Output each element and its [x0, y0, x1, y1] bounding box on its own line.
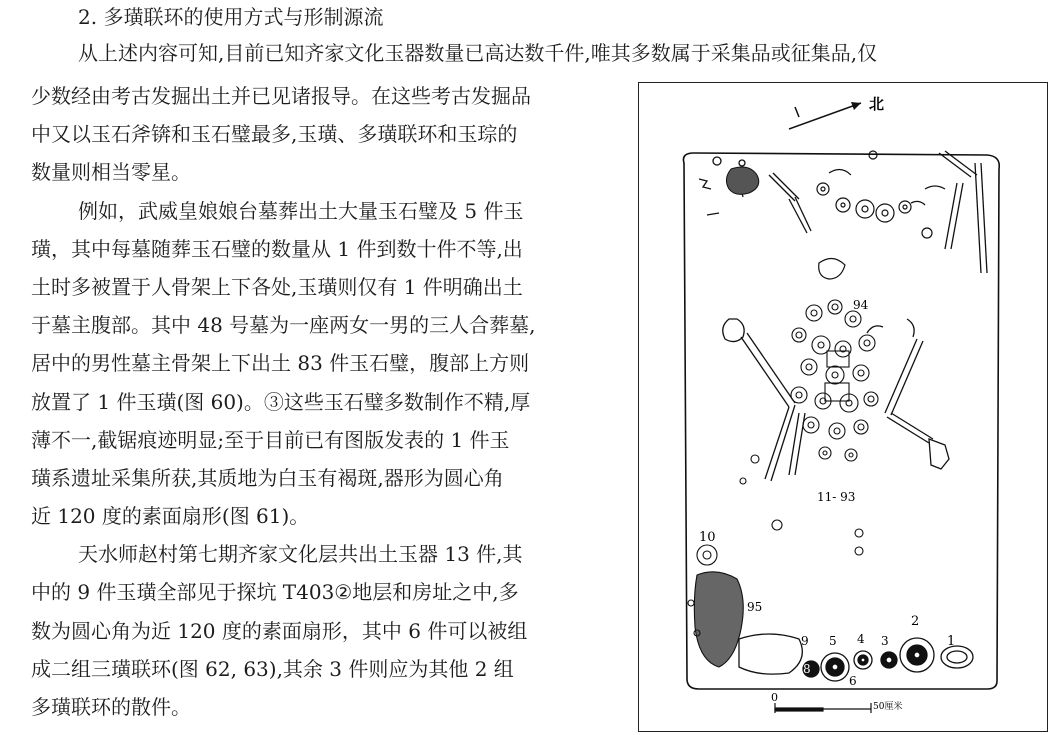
label-1: 1 — [947, 634, 956, 649]
label-6: 6 — [849, 674, 857, 688]
bone-cluster — [726, 167, 758, 194]
text-line: 少数经由考古发掘出土并已见诸报导。在这些考古发掘品 — [31, 84, 531, 108]
bead-cluster — [688, 545, 743, 667]
label-5: 5 — [829, 634, 837, 648]
text-line: 数为圆心角为近 120 度的素面扇形，其中 6 件可以被组 — [31, 618, 528, 643]
label-95: 95 — [747, 600, 763, 614]
paragraph-first-line: 从上述内容可知,目前已知齐家文化玉器数量已高达数千件,唯其多数属于采集品或征集品,仅 — [78, 41, 878, 65]
north-arrow-line — [789, 103, 861, 129]
tomb-plan-drawing — [639, 83, 1046, 730]
text-line: 成二组三璜联环(图 62, 63),其余 3 件则应为其他 2 组 — [31, 656, 514, 681]
label-8: 8 — [803, 662, 811, 676]
scale-bar — [775, 703, 871, 713]
scale-start: 0 — [771, 691, 778, 704]
text-line: 数量则相当零星。 — [31, 160, 191, 185]
text-line: 中的 9 件玉璜全部见于探坑 T403②地层和房址之中,多 — [31, 580, 519, 605]
text-line: 放置了 1 件玉璜(图 60)。③这些玉石璧多数制作不精,厚 — [31, 389, 531, 414]
label-3: 3 — [881, 634, 889, 648]
label-9: 9 — [801, 634, 809, 648]
north-arrow-head — [851, 102, 861, 110]
scattered-discs — [740, 455, 863, 555]
scale-end: 50厘米 — [873, 702, 903, 712]
text-line: 璜，其中每墓随葬玉石璧的数量从 1 件到数十件不等,出 — [31, 236, 523, 261]
label-10: 10 — [699, 530, 716, 545]
center-skeleton — [723, 319, 949, 481]
text-line: 璜系遗址采集所获,其质地为白玉有褐斑,器形为圆心角 — [31, 465, 504, 490]
text-line: 例如，武威皇娘娘台墓葬出土大量玉石璧及 5 件玉 — [78, 198, 524, 223]
text-line: 居中的男性墓主骨架上下出土 83 件玉石璧，腹部上方则 — [31, 351, 530, 376]
text-line: 薄不一,截锯痕迹明显;至于目前已有图版发表的 1 件玉 — [31, 427, 510, 452]
north-label: 北 — [869, 95, 885, 113]
text-line: 土时多被置于人骨架上下各处,玉璜则仅有 1 件明确出土 — [31, 274, 523, 299]
section-heading: 2. 多璜联环的使用方式与形制源流 — [78, 5, 384, 29]
label-94: 94 — [853, 298, 869, 312]
label-4: 4 — [857, 632, 865, 646]
text-line: 于墓主腹部。其中 48 号墓为一座两女一男的三人合葬墓, — [31, 313, 536, 338]
text-line: 中又以玉石斧锛和玉石璧最多,玉璜、多璜联环和玉琮的 — [31, 122, 518, 147]
body-text — [31, 77, 611, 726]
label-11-93: 11- 93 — [817, 490, 856, 504]
upper-left-skeleton — [699, 157, 811, 233]
upper-ornaments — [817, 151, 932, 279]
tomb-plan-figure — [638, 82, 1048, 732]
label-2: 2 — [911, 614, 920, 629]
text-line: 天水师赵村第七期齐家文化层共出土玉器 13 件,其 — [78, 542, 523, 567]
upper-right-skeleton — [911, 151, 987, 273]
disc-cluster-center — [791, 300, 878, 461]
text-line: 多璜联环的散件。 — [31, 695, 191, 719]
text-line: 近 120 度的素面扇形(图 61)。 — [31, 504, 310, 529]
